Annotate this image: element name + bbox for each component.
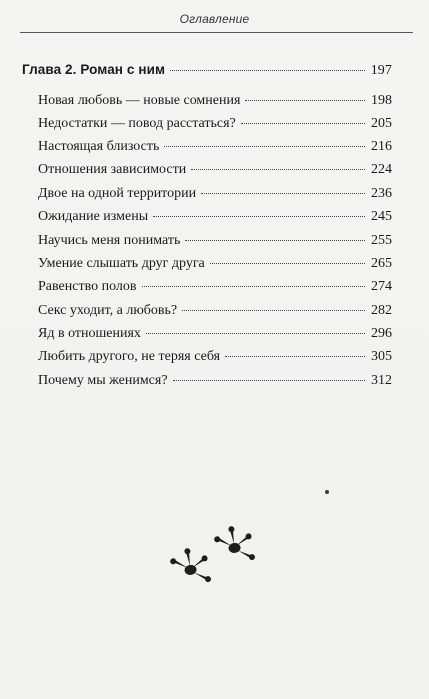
- entry-page-number: 255: [371, 233, 392, 248]
- chapter-page-number: 197: [370, 63, 392, 78]
- entry-page-number: 198: [371, 93, 392, 108]
- dot-leader: [173, 380, 365, 381]
- dot-leader: [182, 310, 365, 311]
- entry-title: Научись меня понимать: [38, 233, 181, 248]
- toc-entry[interactable]: [38, 373, 392, 393]
- dot-leader: [164, 146, 365, 147]
- toc-entry[interactable]: [38, 93, 392, 113]
- entry-title: Яд в отношениях: [38, 326, 141, 341]
- dot-leader: [191, 169, 365, 170]
- running-head: Оглавление: [179, 12, 250, 26]
- entry-title: Настоящая близость: [38, 139, 160, 154]
- toc-entry[interactable]: [38, 162, 392, 182]
- dot-leader: [185, 240, 365, 241]
- toc-entry[interactable]: [38, 256, 392, 276]
- dot-leader: [170, 70, 365, 71]
- entry-page-number: 274: [371, 279, 392, 294]
- dot-leader: [201, 193, 365, 194]
- frog-footprints-icon: [168, 524, 258, 586]
- entry-page-number: 224: [371, 162, 392, 177]
- entry-page-number: 205: [371, 116, 392, 131]
- entry-page-number: 282: [371, 303, 392, 318]
- entry-title: Любить другого, не теряя себя: [38, 349, 221, 364]
- print-speck: [325, 490, 329, 494]
- dot-leader: [241, 123, 365, 124]
- header-rule: [20, 32, 413, 33]
- entry-title: Секс уходит, а любовь?: [38, 303, 178, 318]
- entry-title: Новая любовь — новые сомнения: [38, 93, 241, 108]
- entry-page-number: 312: [371, 373, 392, 388]
- toc-entry[interactable]: [38, 279, 392, 299]
- dot-leader: [146, 333, 365, 334]
- entry-page-number: 296: [371, 326, 392, 341]
- dot-leader: [142, 286, 366, 287]
- entry-title: Ожидание измены: [38, 209, 149, 224]
- toc-entry[interactable]: [38, 139, 392, 159]
- dot-leader: [245, 100, 365, 101]
- toc-entry[interactable]: [38, 233, 392, 253]
- dot-leader: [153, 216, 365, 217]
- entry-title: Равенство полов: [38, 279, 137, 294]
- entry-page-number: 216: [371, 139, 392, 154]
- dot-leader: [225, 356, 365, 357]
- entry-title: Недостатки — повод расстаться?: [38, 116, 236, 131]
- entry-page-number: 245: [371, 209, 392, 224]
- toc-entry[interactable]: [38, 116, 392, 136]
- entry-title: Умение слышать друг друга: [38, 256, 205, 271]
- toc-entry[interactable]: [38, 326, 392, 346]
- toc-chapter-entry[interactable]: [22, 62, 392, 82]
- toc-entry[interactable]: [38, 349, 392, 369]
- entry-page-number: 236: [371, 186, 392, 201]
- toc-entry[interactable]: [38, 186, 392, 206]
- toc-entry[interactable]: [38, 209, 392, 229]
- entry-title: Почему мы женимся?: [38, 373, 168, 388]
- entry-title: Двое на одной территории: [38, 186, 197, 201]
- entry-page-number: 305: [371, 349, 392, 364]
- entry-title: Отношения зависимости: [38, 162, 187, 177]
- dot-leader: [210, 263, 365, 264]
- chapter-title: Глава 2. Роман с ним: [22, 62, 166, 77]
- entry-page-number: 265: [371, 256, 392, 271]
- toc-entry[interactable]: [38, 303, 392, 323]
